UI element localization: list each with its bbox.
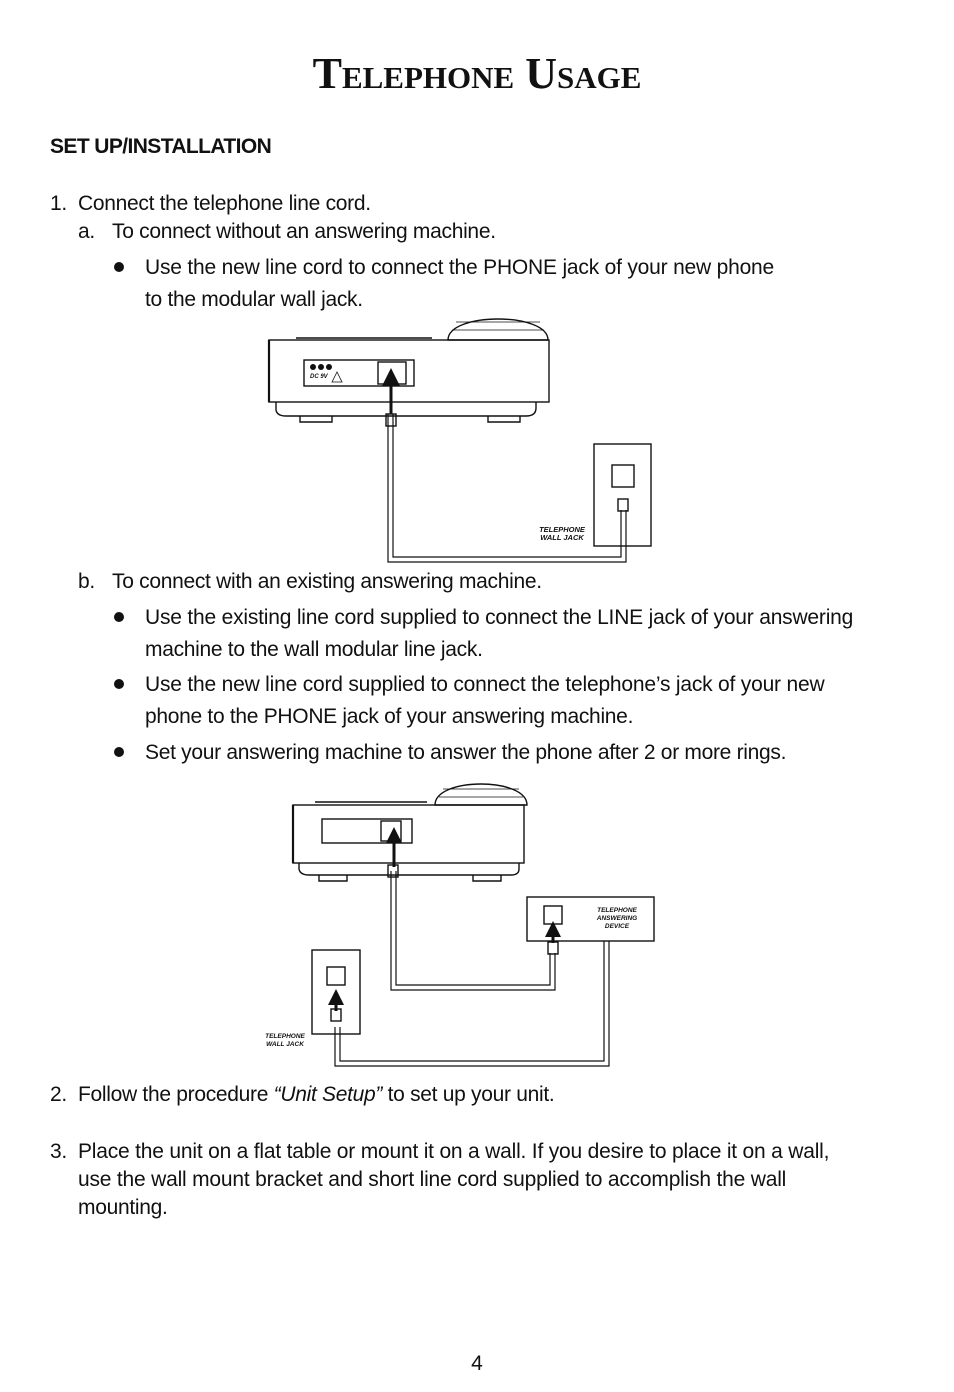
page-number: 4 bbox=[471, 1352, 483, 1375]
wall-jack-label-1: TELEPHONE bbox=[265, 1033, 305, 1040]
page-title: Telephone Usage bbox=[312, 49, 642, 98]
bullet-text: Use the new line cord supplied to connect the telephone’s jack of your new bbox=[145, 673, 825, 696]
bullet-icon bbox=[114, 679, 124, 689]
step-text-cont: to set up your unit. bbox=[382, 1083, 555, 1106]
step-text: Follow the procedure bbox=[78, 1083, 274, 1106]
substep-letter: b. bbox=[78, 570, 95, 593]
bullet-text: Use the existing line cord supplied to connect the LINE jack of your answering bbox=[145, 606, 854, 629]
wall-jack-label-1: TELEPHONE bbox=[539, 525, 585, 534]
figure-phone-to-wall-jack bbox=[260, 310, 660, 570]
step-3-text-cont: use the wall mount bracket and short line cord supplied to accomplish the wall bbox=[78, 1168, 787, 1191]
procedure-reference: “Unit Setup” bbox=[273, 1083, 383, 1106]
device-label-3: DEVICE bbox=[604, 923, 630, 930]
bullet-text: Set your answering machine to answer the phone after 2 or more rings. bbox=[145, 741, 787, 764]
step-3-number: 3. bbox=[50, 1140, 67, 1163]
step-3-text-cont: mounting. bbox=[78, 1196, 168, 1219]
wall-jack-label-2: WALL JACK bbox=[540, 533, 584, 542]
device-label-1: TELEPHONE bbox=[597, 907, 637, 914]
bullet-icon bbox=[114, 747, 124, 757]
substep-text: To connect with an existing answering machine. bbox=[112, 570, 542, 593]
step-text: Connect the telephone line cord. bbox=[78, 192, 371, 215]
step-number: 1. bbox=[50, 192, 67, 215]
bullet-text-cont: phone to the PHONE jack of your answering machine. bbox=[145, 705, 634, 728]
step-number: 2. bbox=[50, 1083, 67, 1106]
bullet-text-cont: to the modular wall jack. bbox=[145, 288, 363, 311]
wall-jack-label-2: WALL JACK bbox=[266, 1041, 304, 1048]
substep-letter: a. bbox=[78, 220, 95, 243]
bullet-text-cont: machine to the wall modular line jack. bbox=[145, 638, 483, 661]
substep-text: To connect without an answering machine. bbox=[112, 220, 496, 243]
step-3-text: Place the unit on a flat table or mount it on a wall. If you desire to place it on a wall, bbox=[78, 1140, 830, 1163]
section-heading: SET UP/INSTALLATION bbox=[50, 135, 272, 158]
bullet-text: Use the new line cord to connect the PHONE jack of your new phone bbox=[145, 256, 775, 279]
step-1a bbox=[78, 216, 496, 248]
step-1b bbox=[78, 566, 542, 598]
figure-phone-answering-device-wall-jack bbox=[255, 775, 665, 1075]
device-label-2: ANSWERING bbox=[596, 915, 638, 922]
step-2 bbox=[50, 1079, 554, 1111]
dc-input-label: DC 9V bbox=[310, 374, 328, 380]
bullet-icon bbox=[114, 262, 124, 272]
bullet-icon bbox=[114, 612, 124, 622]
